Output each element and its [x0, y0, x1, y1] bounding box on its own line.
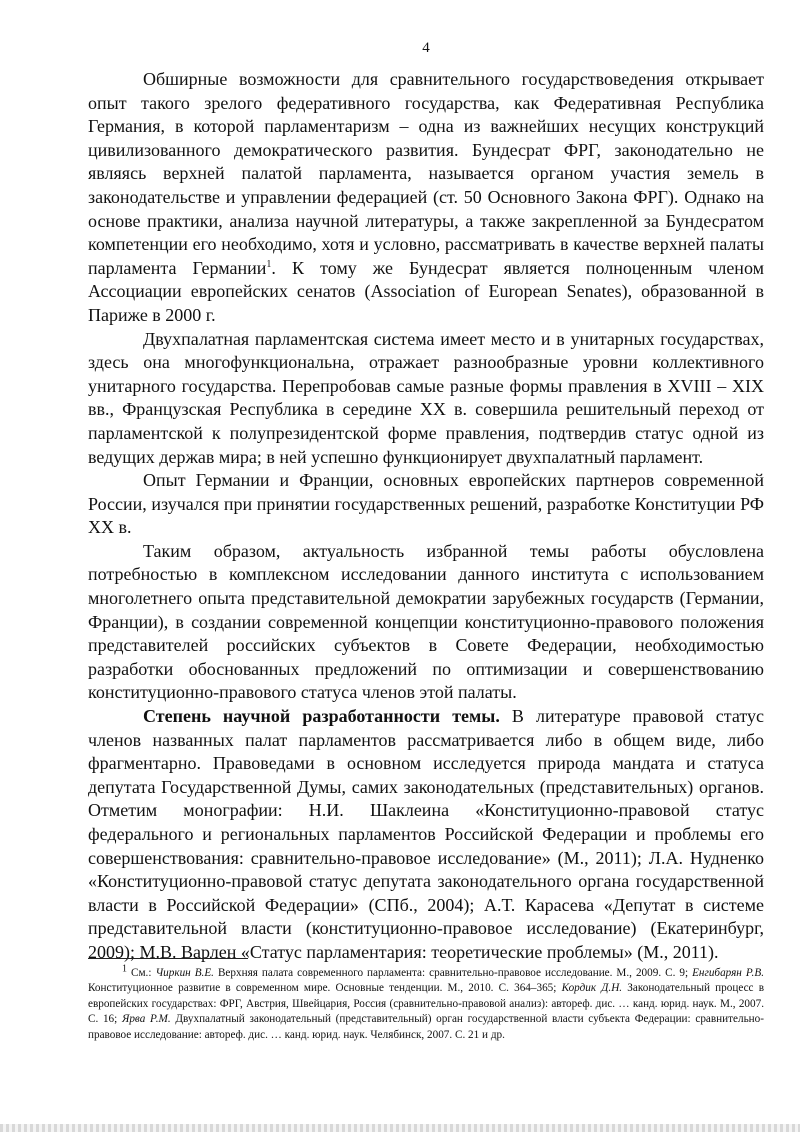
footnote-author: Кордик Д.Н. [561, 982, 623, 995]
section-heading: Степень научной разработанности темы. [143, 706, 500, 727]
footnote-divider [88, 958, 248, 959]
footnote-reference[interactable]: 1 [266, 258, 272, 270]
footnote-author: Енгибарян Р.В. [692, 967, 764, 979]
scan-edge [0, 1124, 800, 1132]
paragraph-experience: Опыт Германии и Франции, основных европейских партнеров современной России, изучался при принятии государственных решений, разработке Конституции РФ XX в. [88, 470, 764, 538]
paragraph-relevance: Таким образом, актуальность избранной темы работы обусловлена потребностью в комплексном исследовании данного института с использованием многолетнего опыта представительной демократии зарубежных государств (Германии, Франции), в создании современной концепции конституционно-правового положения представителей российских субъектов в Совете Федерации, необходимостью разработки обоснованных предложений по оптимизации и совершенствованию конституционно-правового статуса членов этой палаты. [88, 540, 764, 703]
body-text [88, 68, 764, 965]
paragraph-france: Двухпалатная парламентская система имеет место и в унитарных государствах, здесь она многофункциональна, отражает разнообразные уровни коллективного унитарного государства. Перепробовав самые разные формы правления в XVIII – XIX вв., Французская Республика в середине XX в. совершила решительный переход от парламентской к полупрезидентской форме правления, подтвердив статус одной из ведущих держав мира; в ней успешно функционирует двухпалатный парламент. [88, 328, 764, 467]
footnote-author: Чиркин В.Е. [155, 967, 214, 979]
footnotes [88, 963, 764, 1043]
paragraph-germany: Обширные возможности для сравнительного государствоведения открывает опыт такого зрелого федеративного государства, как Федеративная Республика Германия, в которой парламентаризм – одна из важнейших несущих конструкций цивилизованного демократического развития. Бундесрат ФРГ, законодательно не являясь верхней палатой парламента, называется органом участия земель в законодательстве и управлении федерацией (ст. 50 Основного Закона ФРГ). Однако на основе практики, анализа научной литературы, а также закрепленной за Бундесратом компетенции его необходимо, хотя и условно, рассматривать в качестве верхней палаты парламента Германии$^1$. К тому же Бундесрат является полноценным членом Ассоциации европейских сенатов (Association of European Senates), образованной в Париже в 2000 г. [88, 69, 764, 325]
paragraph-research-degree: Степень научной разработанности темы. В литературе правовой статус членов названных палат парламентов рассматривается либо в общем виде, либо фрагментарно. Правоведами в основном исследуется природа мандата и статуса депутата Государственной Думы, самих законодательных (представительных) органов. Отметим монографии: Н.И. Шаклеина «Конституционно-правовой статус федерального и региональных парламентов Российской Федерации и проблемы его совершенствования: сравнительно-правовое исследование» (М., 2011); Л.А. Нудненко «Конституционно-правовой статус депутата законодательного органа государственной власти в Российской Федерации» (СПб., 2004); А.Т. Карасева «Депутат в системе представительной власти (конституционно-правовое исследование) (Екатеринбург, 2009); М.В. Варлен «Статус парламентария: теоретические проблемы» (М., 2011). [88, 706, 765, 962]
footnote-1: $^1$ См.: Чиркин В.Е. Верхняя палата современного парламента: сравнительно-правовое исследование. М., 2009. С. 9; Енгибарян Р.В. Конституционное развитие в современном мире. Основные тенденции. М., 2010. С. 364–365; Кордик Д.Н. Законодательный процесс в европейских государствах: ФРГ, Австрия, Швейцария, Россия (сравнительно-правовой анализ): автореф. дис. … канд. юрид. наук. М., 2007. С. 16; Ярва Р.М. Двухпалатный законодательный (представительный) орган государственной власти субъекта Федерации: сравнительно-правовое исследование: автореф. дис. … канд. юрид. наук. Челябинск, 2007. С. 21 и др. [88, 963, 764, 1041]
footnote-mark: 1 [122, 963, 127, 975]
footnote-author: Ярва Р.М. [121, 1013, 171, 1026]
page-number: 4 [422, 40, 430, 56]
